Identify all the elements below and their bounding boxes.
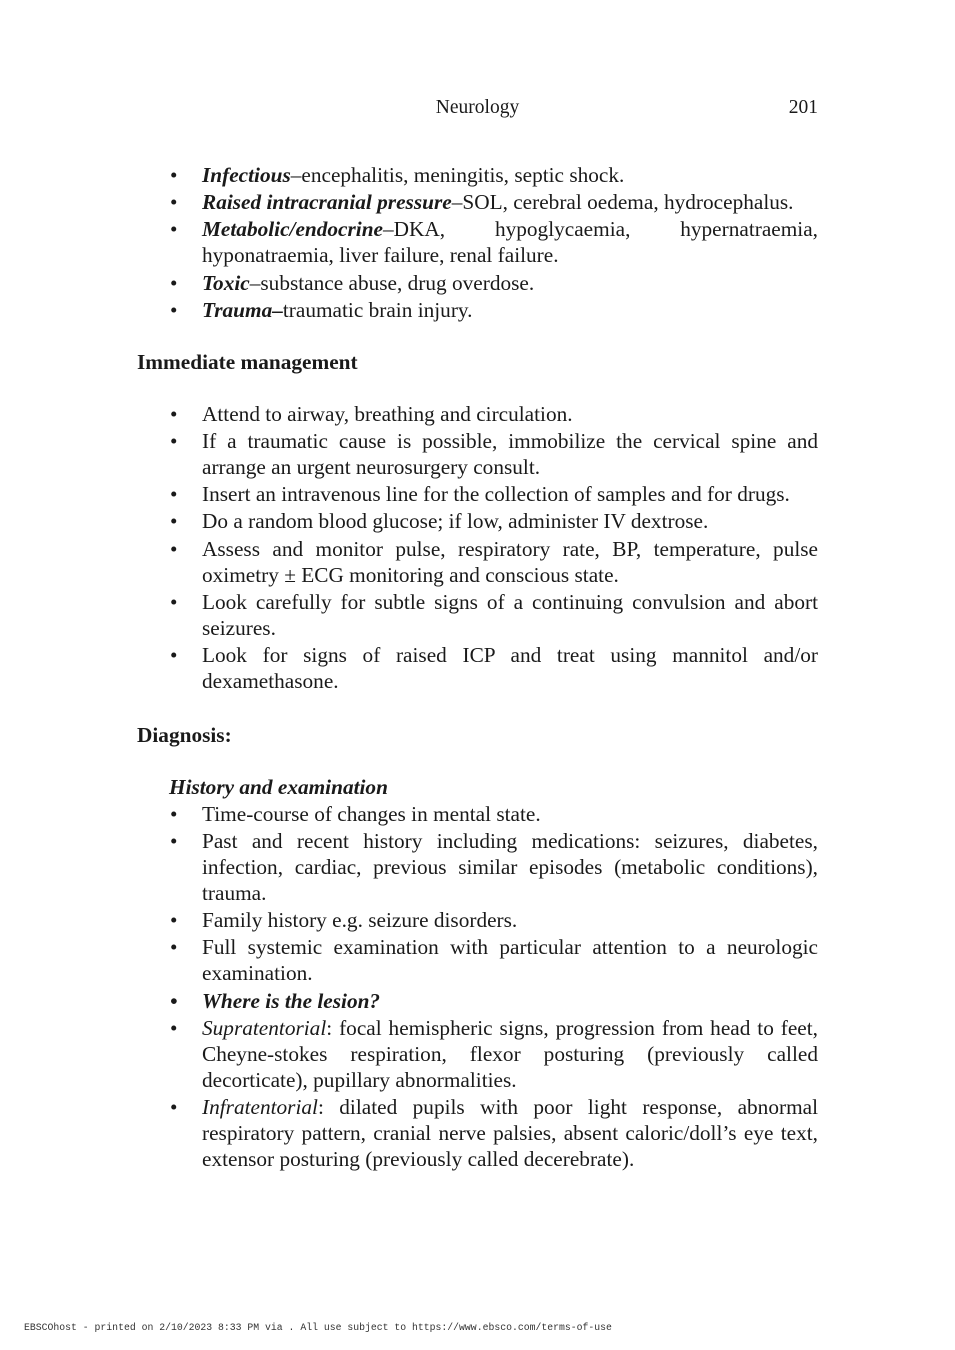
list-item: • Trauma–traumatic brain injury. — [202, 297, 818, 323]
diagnosis-heading: Diagnosis: — [137, 722, 232, 747]
list-item: • Look carefully for subtle signs of a continuing convulsion and abort seizures. — [202, 589, 818, 641]
immediate-management-list — [137, 401, 818, 694]
print-footer: EBSCOhost - printed on 2/10/2023 8:33 PM via . All use subject to https://www.ebsco.com/terms-of-use — [24, 1322, 612, 1333]
diagnosis-list — [137, 801, 818, 1172]
list-item: • Full systemic examination with particular attention to a neurologic examination. — [202, 934, 818, 986]
lesion-question: • Where is the lesion? — [202, 988, 818, 1014]
page-number: 201 — [788, 97, 818, 118]
list-item: • Toxic–substance abuse, drug overdose. — [202, 270, 818, 296]
list-item: • Supratentorial: focal hemispheric signs, progression from head to feet, Cheyne-stokes respiration, flexor posturing (previously called decorticate), pupillary abnormalities. — [202, 1015, 818, 1093]
list-item: • Past and recent history including medications: seizures, diabetes, infection, cardiac, previous similar episodes (metabolic conditions), trauma. — [202, 828, 818, 906]
list-item: • Insert an intravenous line for the collection of samples and for drugs. — [202, 481, 818, 507]
list-item: • Time-course of changes in mental state. — [202, 801, 818, 827]
list-item: • Look for signs of raised ICP and treat using mannitol and/or dexamethasone. — [202, 642, 818, 694]
list-item: • Raised intracranial pressure–SOL, cerebral oedema, hydrocephalus. — [202, 189, 818, 215]
page-content — [137, 162, 818, 1173]
list-item: • Metabolic/endocrine–DKA, hypoglycaemia, hypernatraemia, hyponatraemia, liver failure, renal failure. — [202, 216, 818, 268]
immediate-management-heading: Immediate management — [137, 349, 358, 374]
history-examination-subheading: History and examination — [169, 774, 388, 799]
list-item: • If a traumatic cause is possible, immobilize the cervical spine and arrange an urgent neurosurgery consult. — [202, 428, 818, 480]
list-item: • Attend to airway, breathing and circulation. — [202, 401, 818, 427]
list-item: • Family history e.g. seizure disorders. — [202, 907, 818, 933]
list-item: • Infratentorial: dilated pupils with poor light response, abnormal respiratory pattern, cranial nerve palsies, absent caloric/doll’s eye text, extensor posturing (previously called decerebrate). — [202, 1094, 818, 1172]
running-head-title: Neurology — [435, 97, 520, 118]
list-item: • Do a random blood glucose; if low, administer IV dextrose. — [202, 508, 818, 534]
list-item: • Assess and monitor pulse, respiratory rate, BP, temperature, pulse oximetry ± ECG monitoring and conscious state. — [202, 536, 818, 588]
causes-list — [137, 162, 818, 323]
list-item: • Infectious–encephalitis, meningitis, septic shock. — [202, 162, 818, 188]
